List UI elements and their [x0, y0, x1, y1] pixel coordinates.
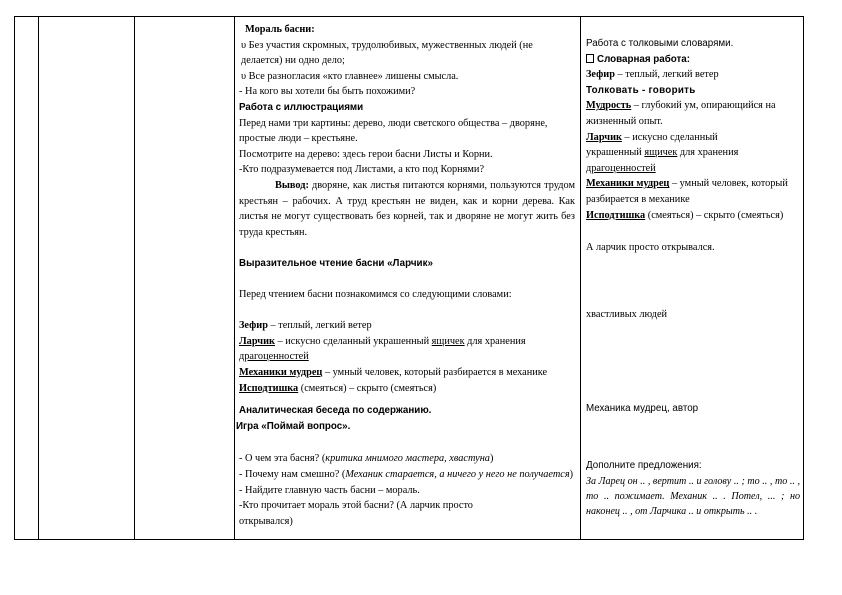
vocab4-mudrost — [586, 98, 798, 129]
vocab4-zefir-word: Зефир — [586, 69, 615, 81]
table-divider-4 — [580, 16, 581, 540]
question-4: -Кто прочитает мораль этой басни? (А ларчик просто открывался) — [239, 500, 473, 527]
vocab4-tolk: Толковать - говорить — [586, 84, 696, 96]
table-border-left — [14, 16, 15, 540]
vocab-work-title-text: Словарная работа: — [597, 53, 691, 65]
question-1-end: ) — [489, 453, 494, 465]
answer-mechanic — [586, 401, 798, 417]
vocab-ispod-def: (смеяться) – скрыто (смеяться) — [298, 382, 437, 394]
moral-item-2: υ Все разногласия «кто главнее» лишены смысла. — [241, 70, 459, 82]
vocab-ispod-word: Исподтишка — [239, 382, 299, 394]
game-title: Игра «Поймай вопрос». — [236, 420, 351, 432]
moral-title: Мораль басни: — [245, 24, 315, 35]
vocab4-larchik-word: Ларчик — [586, 131, 622, 143]
conclusion — [239, 178, 575, 240]
answer-boasters-text: хвастливых людей — [586, 309, 668, 320]
vocab4-mekh-def: – умный человек, который разбирается в механике — [586, 178, 788, 205]
vocab-zefir — [239, 318, 575, 334]
illustrations-text-3: -Кто подразумевается под Листами, а кто под Корнями? — [239, 164, 485, 176]
vocab-mekh-word: Механики мудрец — [239, 367, 323, 379]
conclusion-text: дворяне, как листья питаются корнями, пользуются трудом крестьян – рабочих. А труд крестьян не виден, как и корни дерева. Как листья не могут существовать без корней, так и дворяне не могут жить без труда крестьян. — [239, 179, 575, 238]
vocab4-zefir-def: – теплый, легкий ветер — [614, 69, 719, 81]
answer-larchik — [586, 240, 798, 256]
vocab4-ispod-word: Исподтишка — [586, 209, 646, 221]
illustrations-text-2: Посмотрите на дерево: здесь герои басни Листы и Корни. — [239, 148, 493, 160]
vocab4-zefir — [586, 67, 798, 83]
vocab-zefir-word: Зефир — [239, 320, 268, 332]
vocab-mekh — [239, 365, 575, 381]
dictionary-work-title: Работа с толковыми словарями. — [586, 38, 734, 49]
lesson-content-cell — [236, 22, 575, 529]
vocab4-larchik-def-2: для хранения — [677, 147, 739, 159]
question-1 — [239, 451, 575, 467]
illustrations-text-1: Перед нами три картины: дерево, люди светского общества – дворяне, простые люди – крестьяне. — [239, 117, 548, 145]
vocab4-larchik-def: – искусно сделанный украшенный — [586, 131, 718, 159]
vocab-ispod — [239, 381, 575, 397]
answer-mechanic-text: Механика мудрец, автор — [586, 403, 699, 414]
vocab-zefir-def: – теплый, легкий ветер — [267, 320, 372, 332]
vocab4-ispod-def: (смеяться) – скрыто (смеяться) — [645, 209, 784, 221]
question-1-text: - О чем эта басня? ( — [239, 453, 326, 465]
vocab-work-title — [586, 52, 798, 68]
moral-item-1: υ Без участия скромных, трудолюбивых, мужественных людей (не делается) ни одно дело; — [241, 39, 533, 67]
answer-boasters — [586, 307, 798, 323]
vocab-larchik-dragoc: драгоценностей — [239, 351, 309, 363]
reading-title: Выразительное чтение басни «Ларчик» — [239, 257, 433, 269]
vocab-larchik-def: – искусно сделанный украшенный — [274, 335, 432, 347]
vocab4-larchik-dragoc: драгоценностей — [586, 162, 656, 174]
illustrations-title: Работа с иллюстрациями — [239, 101, 364, 113]
question-2-end: ) — [569, 469, 574, 481]
vocab4-mekh — [586, 176, 798, 207]
moral-question: - На кого вы хотели бы быть похожими? — [239, 86, 416, 98]
question-2-text: - Почему нам смешно? ( — [239, 469, 346, 481]
table-border-top — [14, 16, 804, 17]
vocab4-mudrost-word: Мудрость — [586, 100, 632, 112]
vocab-larchik-def-2: для хранения — [464, 335, 526, 347]
table-divider-2 — [134, 16, 135, 540]
vocab-larchik-word: Ларчик — [239, 335, 275, 347]
question-2 — [239, 467, 575, 483]
table-divider-3 — [234, 16, 235, 540]
vocab4-ispod — [586, 208, 798, 224]
reading-intro: Перед чтением басни познакомимся со следующими словами: — [239, 289, 512, 301]
vocab-larchik-yashchik: ящичек — [431, 335, 465, 347]
vocab4-larchik — [586, 130, 798, 177]
question-1-answer: критика мнимого мастера, хвастуна — [325, 453, 490, 465]
analysis-title: Аналитическая беседа по содержанию. — [239, 405, 432, 417]
fill-in-text: За Ларец он .. , вертит .. и голову .. ; то .. , то .. , то .. пожимает. Механик .. . Потел, ... ; но наконец .. , от Ларчика .. и открыть .. . — [586, 475, 800, 518]
vocab-larchik — [239, 334, 575, 365]
table-border-bottom — [14, 539, 804, 540]
table-border-right — [803, 16, 804, 540]
student-work-cell — [586, 36, 798, 223]
question-3: - Найдите главную часть басни – мораль. — [239, 484, 420, 496]
conclusion-label: Вывод: — [275, 179, 309, 191]
question-2-answer: Механик старается, а ничего у него не получается — [345, 469, 570, 481]
square-icon — [586, 54, 594, 63]
table-divider-1 — [38, 16, 39, 540]
vocab-mekh-def: – умный человек, который разбирается в механике — [322, 367, 548, 379]
fill-in-block — [586, 458, 800, 520]
vocab4-mekh-word: Механики мудрец — [586, 178, 670, 190]
vocab4-mudrost-def: – глубокий ум, опирающийся на жизненный опыт. — [586, 100, 776, 127]
answer-larchik-text: А ларчик просто открывался. — [586, 242, 715, 253]
fill-in-title: Дополните предложения: — [586, 460, 702, 471]
vocab4-larchik-yashchik: ящичек — [644, 147, 678, 159]
